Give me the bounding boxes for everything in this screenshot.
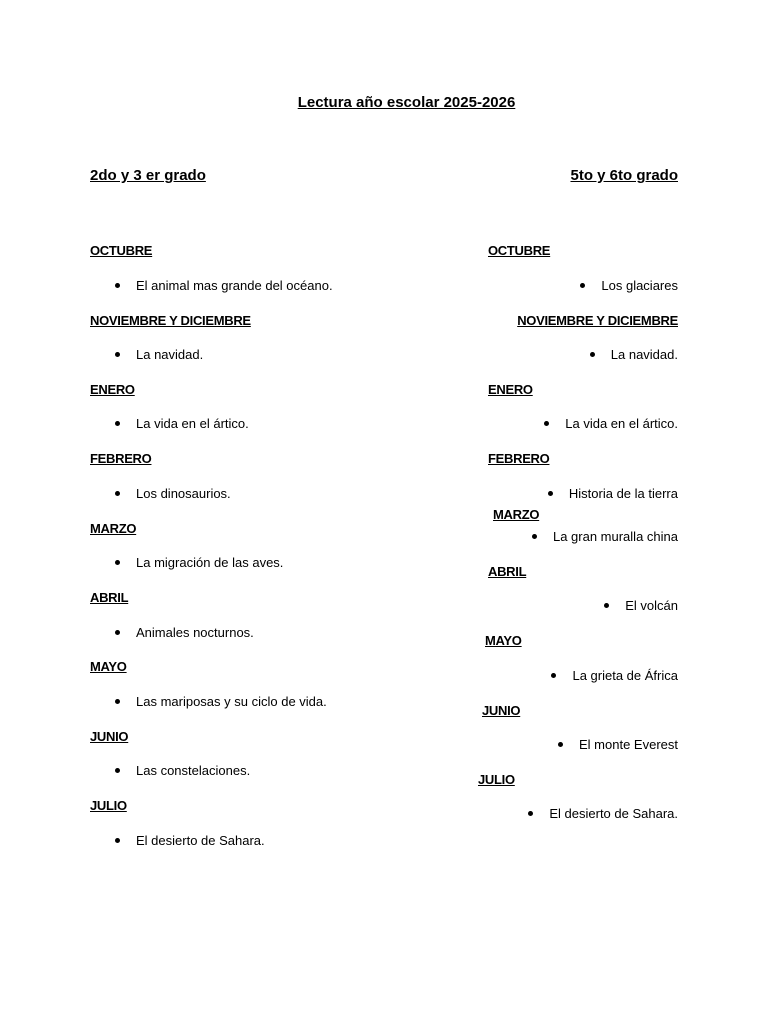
right-month-mayo: MAYO [485, 633, 522, 648]
left-item-octubre: El animal mas grande del océano. [115, 278, 333, 293]
right-month-abril: ABRIL [488, 564, 527, 579]
right-month-febrero: FEBRERO [488, 451, 550, 466]
bullet-icon [115, 491, 120, 496]
bullet-icon [551, 673, 556, 678]
left-month-noviembre-diciembre: NOVIEMBRE Y DICIEMBRE [90, 313, 251, 328]
bullet-icon [115, 630, 120, 635]
left-item-junio: Las constelaciones. [115, 763, 250, 778]
left-month-marzo: MARZO [90, 521, 137, 536]
right-item-febrero: Historia de la tierra [548, 486, 678, 501]
left-item-febrero: Los dinosaurios. [115, 486, 231, 501]
left-item-enero: La vida en el ártico. [115, 416, 249, 431]
right-item-abril: El volcán [604, 598, 678, 613]
right-month-octubre: OCTUBRE [488, 243, 551, 258]
bullet-icon [558, 742, 563, 747]
right-month-julio: JULIO [478, 772, 515, 787]
right-item-noviembre-diciembre: La navidad. [590, 347, 678, 362]
left-column-heading: 2do y 3 er grado [90, 167, 206, 184]
right-item-mayo: La grieta de África [551, 668, 678, 683]
left-item-julio: El desierto de Sahara. [115, 833, 265, 848]
bullet-icon [590, 352, 595, 357]
right-item-julio: El desierto de Sahara. [528, 806, 678, 821]
right-item-enero: La vida en el ártico. [544, 416, 678, 431]
bullet-icon [115, 560, 120, 565]
left-month-julio: JULIO [90, 798, 127, 813]
bullet-icon [115, 838, 120, 843]
bullet-icon [115, 699, 120, 704]
bullet-icon [544, 421, 549, 426]
bullet-icon [115, 421, 120, 426]
left-month-mayo: MAYO [90, 659, 127, 674]
bullet-icon [604, 603, 609, 608]
bullet-icon [532, 534, 537, 539]
left-item-mayo: Las mariposas y su ciclo de vida. [115, 694, 327, 709]
bullet-icon [528, 811, 533, 816]
bullet-icon [115, 283, 120, 288]
left-item-noviembre-diciembre: La navidad. [115, 347, 203, 362]
bullet-icon [115, 768, 120, 773]
left-item-marzo: La migración de las aves. [115, 555, 283, 570]
left-month-febrero: FEBRERO [90, 451, 152, 466]
right-item-junio: El monte Everest [558, 737, 678, 752]
bullet-icon [115, 352, 120, 357]
right-item-marzo: La gran muralla china [532, 529, 678, 544]
left-month-enero: ENERO [90, 382, 135, 397]
bullet-icon [580, 283, 585, 288]
left-month-junio: JUNIO [90, 729, 129, 744]
bullet-icon [548, 491, 553, 496]
right-month-noviembre-diciembre: NOVIEMBRE Y DICIEMBRE [517, 313, 678, 328]
left-item-abril: Animales nocturnos. [115, 625, 254, 640]
left-month-abril: ABRIL [90, 590, 129, 605]
right-month-enero: ENERO [488, 382, 533, 397]
right-item-octubre: Los glaciares [580, 278, 678, 293]
right-month-marzo: MARZO [493, 507, 540, 522]
right-column-heading: 5to y 6to grado [570, 167, 678, 184]
right-month-junio: JUNIO [482, 703, 521, 718]
document-title: Lectura año escolar 2025-2026 [297, 94, 516, 111]
left-month-octubre: OCTUBRE [90, 243, 153, 258]
